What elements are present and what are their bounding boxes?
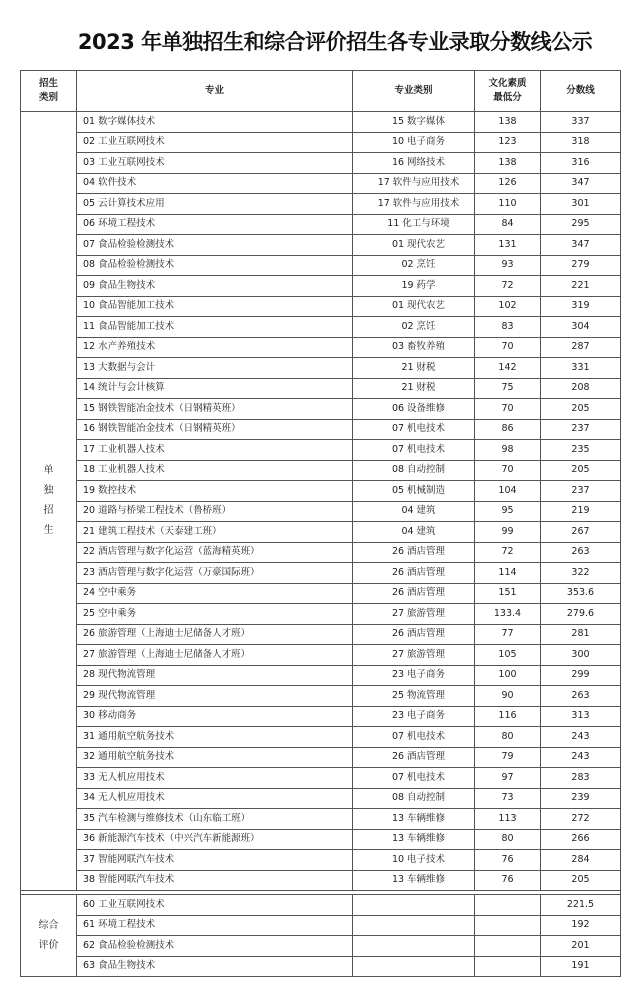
major-cell: 13 大数据与会计 [77,358,353,379]
category-cell: 25 物流管理 [353,686,475,707]
major-cell: 01 数字媒体技术 [77,112,353,133]
min-score-cell [475,936,541,957]
score-cell: 279 [541,255,621,276]
major-cell: 15 钢铁智能冶金技术（日钢精英班） [77,399,353,420]
group-label-char: 独 [43,485,54,496]
min-score-cell: 123 [475,132,541,153]
category-cell: 21 财税 [353,378,475,399]
category-cell: 26 酒店管理 [353,542,475,563]
major-cell: 61 环境工程技术 [77,915,353,936]
min-score-cell: 93 [475,255,541,276]
min-score-cell: 77 [475,624,541,645]
score-cell: 267 [541,522,621,543]
table-row [21,481,621,502]
score-cell: 235 [541,440,621,461]
score-cell: 205 [541,460,621,481]
score-cell: 331 [541,358,621,379]
table-row [21,132,621,153]
category-cell: 13 车辆维修 [353,809,475,830]
score-cell: 201 [541,936,621,957]
admission-score-table [20,70,621,977]
score-cell: 300 [541,645,621,666]
min-score-cell: 83 [475,317,541,338]
category-cell: 04 建筑 [353,501,475,522]
table-row [21,727,621,748]
major-cell: 20 道路与桥梁工程技术（鲁桥班） [77,501,353,522]
score-cell: 205 [541,870,621,891]
category-cell [353,956,475,977]
min-score-cell: 90 [475,686,541,707]
score-cell: 281 [541,624,621,645]
score-cell: 337 [541,112,621,133]
table-row [21,153,621,174]
category-cell: 08 自动控制 [353,460,475,481]
table-row [21,809,621,830]
score-cell: 304 [541,317,621,338]
major-cell: 04 软件技术 [77,173,353,194]
major-cell: 06 环境工程技术 [77,214,353,235]
table-row [21,419,621,440]
category-cell: 16 网络技术 [353,153,475,174]
min-score-cell: 72 [475,276,541,297]
score-cell: 221 [541,276,621,297]
major-cell: 14 统计与会计核算 [77,378,353,399]
category-cell: 10 电子技术 [353,850,475,871]
score-cell: 237 [541,419,621,440]
min-score-cell: 70 [475,399,541,420]
score-cell: 319 [541,296,621,317]
major-cell: 16 钢铁智能冶金技术（日钢精英班） [77,419,353,440]
table-row [21,460,621,481]
table-row [21,583,621,604]
table-row [21,214,621,235]
min-score-cell [475,915,541,936]
score-cell: 295 [541,214,621,235]
score-cell: 313 [541,706,621,727]
category-cell [353,895,475,916]
major-cell: 22 酒店管理与数字化运营（蓝海精英班） [77,542,353,563]
table-row [21,686,621,707]
major-cell: 29 现代物流管理 [77,686,353,707]
min-score-cell: 72 [475,542,541,563]
category-cell [353,915,475,936]
min-score-cell: 104 [475,481,541,502]
category-cell: 07 机电技术 [353,727,475,748]
table-row [21,522,621,543]
major-cell: 27 旅游管理（上海迪士尼储备人才班） [77,645,353,666]
min-score-cell: 110 [475,194,541,215]
major-cell: 63 食品生物技术 [77,956,353,977]
min-score-cell [475,895,541,916]
major-cell: 19 数控技术 [77,481,353,502]
score-cell: 191 [541,956,621,977]
min-score-cell: 138 [475,112,541,133]
score-cell: 347 [541,173,621,194]
min-score-cell: 73 [475,788,541,809]
min-score-cell: 133.4 [475,604,541,625]
table-row [21,112,621,133]
category-cell: 02 烹饪 [353,317,475,338]
category-cell: 23 电子商务 [353,665,475,686]
score-cell: 322 [541,563,621,584]
table-row [21,173,621,194]
table-row [21,358,621,379]
min-score-cell: 116 [475,706,541,727]
major-cell: 35 汽车检测与维修技术（山东临工班） [77,809,353,830]
score-cell: 208 [541,378,621,399]
min-score-cell: 99 [475,522,541,543]
score-cell: 347 [541,235,621,256]
score-cell: 283 [541,768,621,789]
min-score-cell: 75 [475,378,541,399]
category-cell: 05 机械制造 [353,481,475,502]
table-row [21,829,621,850]
major-cell: 07 食品检验检测技术 [77,235,353,256]
table-row [21,337,621,358]
score-cell: 205 [541,399,621,420]
table-row [21,706,621,727]
min-score-cell: 76 [475,850,541,871]
score-cell: 353.6 [541,583,621,604]
score-cell: 318 [541,132,621,153]
min-score-cell: 86 [475,419,541,440]
table-row [21,296,621,317]
table-row [21,563,621,584]
min-score-cell: 114 [475,563,541,584]
category-cell: 02 烹饪 [353,255,475,276]
table-row [21,645,621,666]
category-cell: 21 财税 [353,358,475,379]
major-cell: 11 食品智能加工技术 [77,317,353,338]
category-cell: 26 酒店管理 [353,563,475,584]
min-score-cell: 70 [475,460,541,481]
min-score-cell [475,956,541,977]
min-score-cell: 102 [475,296,541,317]
group-label-char: 评价 [38,939,59,951]
major-cell: 34 无人机应用技术 [77,788,353,809]
score-cell: 316 [541,153,621,174]
score-cell: 221.5 [541,895,621,916]
category-cell: 23 电子商务 [353,706,475,727]
major-cell: 17 工业机器人技术 [77,440,353,461]
major-cell: 30 移动商务 [77,706,353,727]
table-body [21,112,621,977]
category-cell: 01 现代农艺 [353,235,475,256]
page-title: 2023 年单独招生和综合评价招生各专业录取分数线公示 [77,30,593,54]
major-cell: 37 智能网联汽车技术 [77,850,353,871]
min-score-cell: 84 [475,214,541,235]
category-cell: 17 软件与应用技术 [353,194,475,215]
major-cell: 09 食品生物技术 [77,276,353,297]
group-label [21,112,77,891]
category-cell: 27 旅游管理 [353,645,475,666]
header-row [21,71,621,112]
category-cell: 03 畜牧养殖 [353,337,475,358]
min-score-cell: 80 [475,727,541,748]
group-label-char: 招 [43,505,54,516]
category-cell: 15 数字媒体 [353,112,475,133]
score-cell: 299 [541,665,621,686]
table-row [21,194,621,215]
min-score-cell: 151 [475,583,541,604]
group-label-char: 生 [43,525,54,536]
major-cell: 08 食品检验检测技术 [77,255,353,276]
score-cell: 243 [541,747,621,768]
score-cell: 263 [541,686,621,707]
min-score-cell: 142 [475,358,541,379]
min-score-cell: 131 [475,235,541,256]
min-score-cell: 79 [475,747,541,768]
group-label-char: 综合 [38,919,59,931]
group-label-char: 单 [43,465,54,476]
table-row [21,936,621,957]
table-row [21,915,621,936]
score-cell: 263 [541,542,621,563]
category-cell: 07 机电技术 [353,419,475,440]
header-score: 分数线 [541,71,621,112]
category-cell: 26 酒店管理 [353,624,475,645]
major-cell: 23 酒店管理与数字化运营（万豪国际班） [77,563,353,584]
category-cell: 27 旅游管理 [353,604,475,625]
major-cell: 03 工业互联网技术 [77,153,353,174]
category-cell: 13 车辆维修 [353,870,475,891]
min-score-cell: 97 [475,768,541,789]
major-cell: 60 工业互联网技术 [77,895,353,916]
table-row [21,276,621,297]
category-cell [353,936,475,957]
table-row [21,255,621,276]
category-cell: 10 电子商务 [353,132,475,153]
table-row [21,542,621,563]
min-score-cell: 95 [475,501,541,522]
score-cell: 279.6 [541,604,621,625]
score-cell: 237 [541,481,621,502]
major-cell: 02 工业互联网技术 [77,132,353,153]
table-row [21,768,621,789]
min-score-cell: 80 [475,829,541,850]
score-cell: 266 [541,829,621,850]
group-label [21,895,77,977]
major-cell: 36 新能源汽车技术（中兴汽车新能源班） [77,829,353,850]
category-cell: 11 化工与环境 [353,214,475,235]
major-cell: 18 工业机器人技术 [77,460,353,481]
table-row [21,624,621,645]
score-cell: 192 [541,915,621,936]
min-score-cell: 76 [475,870,541,891]
min-score-cell: 138 [475,153,541,174]
table-row [21,399,621,420]
category-cell: 17 软件与应用技术 [353,173,475,194]
category-cell: 07 机电技术 [353,768,475,789]
category-cell: 07 机电技术 [353,440,475,461]
major-cell: 05 云计算技术应用 [77,194,353,215]
table-row [21,235,621,256]
score-cell: 219 [541,501,621,522]
table-row [21,604,621,625]
table-row [21,850,621,871]
major-cell: 24 空中乘务 [77,583,353,604]
table-row [21,378,621,399]
score-cell: 243 [541,727,621,748]
header-group: 招生 类别 [21,71,77,112]
category-cell: 19 药学 [353,276,475,297]
major-cell: 10 食品智能加工技术 [77,296,353,317]
major-cell: 28 现代物流管理 [77,665,353,686]
category-cell: 13 车辆维修 [353,829,475,850]
major-cell: 12 水产养殖技术 [77,337,353,358]
table-row [21,665,621,686]
major-cell: 25 空中乘务 [77,604,353,625]
score-cell: 272 [541,809,621,830]
table-row [21,895,621,916]
table-row [21,956,621,977]
min-score-cell: 126 [475,173,541,194]
header-min-score: 文化素质 最低分 [475,71,541,112]
category-cell: 26 酒店管理 [353,747,475,768]
header-major: 专业 [77,71,353,112]
min-score-cell: 113 [475,809,541,830]
category-cell: 26 酒店管理 [353,583,475,604]
min-score-cell: 100 [475,665,541,686]
major-cell: 31 通用航空航务技术 [77,727,353,748]
category-cell: 04 建筑 [353,522,475,543]
major-cell: 33 无人机应用技术 [77,768,353,789]
major-cell: 26 旅游管理（上海迪士尼储备人才班） [77,624,353,645]
table-row [21,788,621,809]
score-cell: 301 [541,194,621,215]
table-row [21,440,621,461]
category-cell: 06 设备维修 [353,399,475,420]
table-row [21,870,621,891]
table-row [21,747,621,768]
category-cell: 08 自动控制 [353,788,475,809]
major-cell: 38 智能网联汽车技术 [77,870,353,891]
min-score-cell: 98 [475,440,541,461]
major-cell: 32 通用航空航务技术 [77,747,353,768]
table-row [21,317,621,338]
score-cell: 239 [541,788,621,809]
score-cell: 287 [541,337,621,358]
category-cell: 01 现代农艺 [353,296,475,317]
score-cell: 284 [541,850,621,871]
header-category: 专业类别 [353,71,475,112]
min-score-cell: 70 [475,337,541,358]
table-row [21,501,621,522]
major-cell: 21 建筑工程技术（天泰建工班） [77,522,353,543]
min-score-cell: 105 [475,645,541,666]
major-cell: 62 食品检验检测技术 [77,936,353,957]
